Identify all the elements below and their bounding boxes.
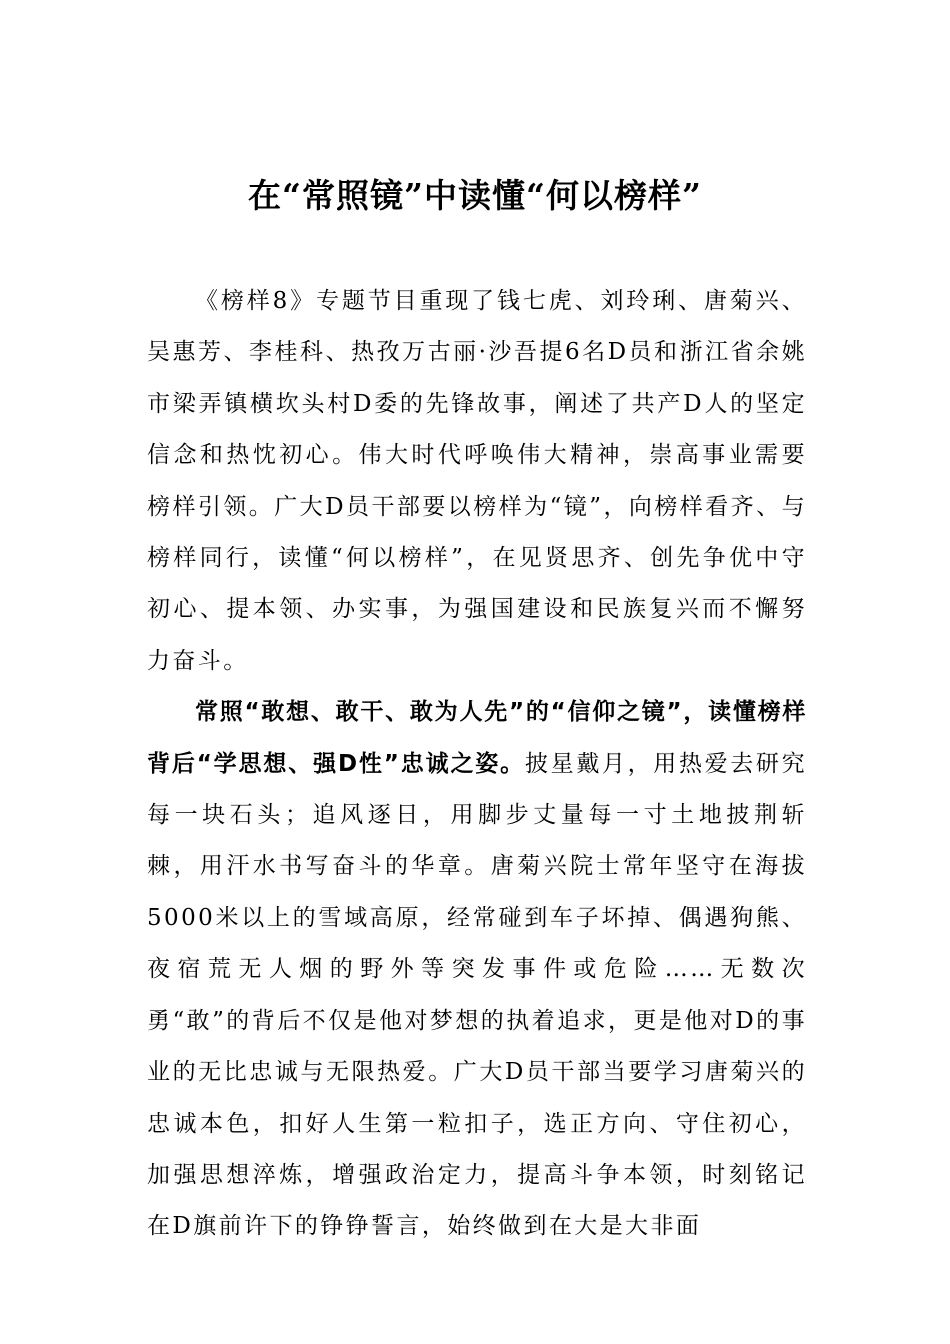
paragraph-lead-heading: 常照“敢想、敢干、敢为人先”的“信仰之镜”，读懂榜样背后“学思想、强D性”忠诚之姿。 <box>147 699 807 777</box>
article-body <box>147 276 807 1253</box>
page-title: 在“常照镜”中读懂“何以榜样” <box>248 176 702 215</box>
paragraph-loyalty <box>147 687 807 1252</box>
paragraph-body-text: 披星戴月，用热爱去研究每一块石头；追风逐日，用脚步丈量每一寸土地披荆斩棘，用汗水书写奋斗的华章。唐菊兴院士常年坚守在海拔5000米以上的雪域高原，经常碰到车子坏掉、偶遇狗熊、夜宿荒无人烟的野外等突发事件或危险……无数次勇“敢”的背后不仅是他对梦想的执着追求，更是他对D的事业的无比忠诚与无限热爱。广大D员干部当要学习唐菊兴的忠诚本色，扣好人生第一粒扣子，选正方向、守住初心，加强思想淬炼，增强政治定力，提高斗争本领，时刻铭记在D旗前许下的铮铮誓言，始终做到在大是大非面 <box>147 750 807 1240</box>
paragraph-intro: 《榜样8》专题节目重现了钱七虎、刘玲琍、唐菊兴、吴惠芳、李桂科、热孜万古丽·沙吾提6名D员和浙江省余姚市梁弄镇横坎头村D委的先锋故事，阐述了共产D人的坚定信念和热忱初心。伟大时代呼唤伟大精神，崇高事业需要榜样引领。广大D员干部要以榜样为“镜”，向榜样看齐、与榜样同行，读懂“何以榜样”，在见贤思齐、创先争优中守初心、提本领、办实事，为强国建设和民族复兴而不懈努力奋斗。 <box>147 288 807 674</box>
